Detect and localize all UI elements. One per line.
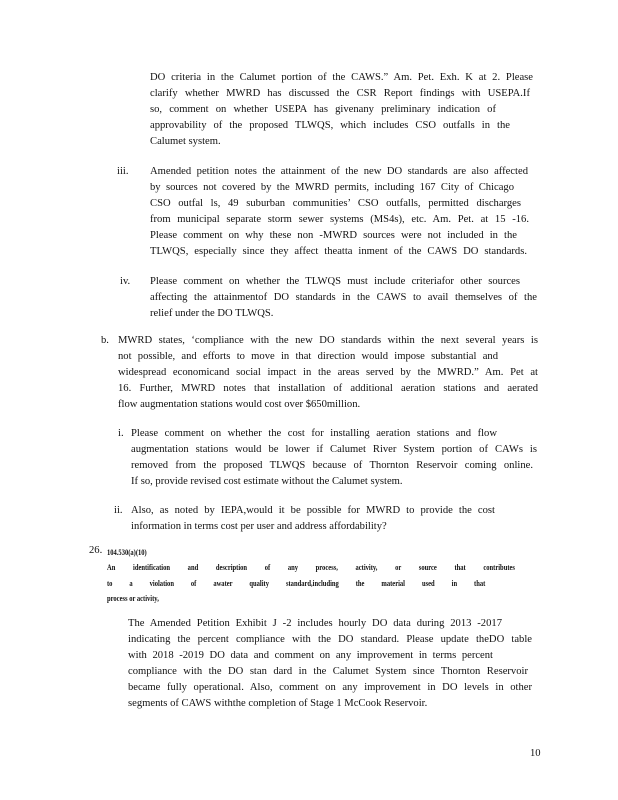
text-line: If so, provide revised cost estimate without the Calumet system. xyxy=(131,476,403,487)
section-number: 26. xyxy=(89,545,103,556)
text-line: from municipal separate storm sewer systems (MS4s), etc. Am. Pet. at 15 -16. xyxy=(150,214,529,225)
text-line: The Amended Petition Exhibit J -2 includes hourly DO data during 2013 -2017 xyxy=(128,618,502,629)
text-line: CSO outfal ls, 49 suburban communities’ CSO outfalls, permitted discharges xyxy=(150,198,521,209)
section-heading: 104.530(a)(10) xyxy=(107,548,147,557)
text-line: TLWQS, especially since they affect theatta inment of the CAWS DO standards. xyxy=(150,246,527,257)
list-marker: ii. xyxy=(114,505,123,516)
text-line: Please comment on whether the TLWQS must include criteriafor other sources xyxy=(150,276,520,287)
text-line: Please comment on why these non -MWRD sources were not included in the xyxy=(150,230,517,241)
text-line: affecting the attainmentof DO standards in the CAWS to avail themselves of the xyxy=(150,292,537,303)
text-line: so, comment on whether USEPA has givenany preliminary indication of xyxy=(150,104,496,115)
text-line: 16. Further, MWRD notes that installation of additional aeration stations and aerated xyxy=(118,383,538,394)
list-marker: i. xyxy=(118,428,124,439)
text-line: relief under the DO TLWQS. xyxy=(150,308,274,319)
text-line: clarify whether MWRD has discussed the CSR Report findings with USEPA.If xyxy=(150,88,530,99)
text-line: became fully operational. Also, comment on any improvement in DO levels in other xyxy=(128,682,532,693)
text-line: removed from the proposed TLWQS because of Thornton Reservoir coming online. xyxy=(131,460,533,471)
text-line: Calumet system. xyxy=(150,136,221,147)
text-line: DO criteria in the Calumet portion of the CAWS.” Am. Pet. Exh. K at 2. Please xyxy=(150,72,533,83)
section-heading: to a violation of awater quality standard,including the material used in that xyxy=(107,579,486,588)
text-line: approvability of the proposed TLWQS, which includes CSO outfalls in the xyxy=(150,120,510,131)
text-line: indicating the percent compliance with the DO standard. Please update theDO table xyxy=(128,634,532,645)
text-line: segments of CAWS withthe completion of Stage 1 McCook Reservoir. xyxy=(128,698,428,709)
section-heading: process or activity, xyxy=(107,594,159,603)
text-line: not possible, and efforts to move in that direction would impose substantial and xyxy=(118,351,498,362)
text-line: compliance with the DO stan dard in the Calumet System since Thornton Reservoir xyxy=(128,666,528,677)
text-line: widespread economicand social impact in the areas served by the MWRD.” Am. Pet at xyxy=(118,367,538,378)
text-line: information in terms cost per user and address affordability? xyxy=(131,521,387,532)
section-heading: An identification and description of any process, activity, or source that contributes xyxy=(107,563,515,572)
text-line: with 2018 -2019 DO data and comment on any improvement in terms percent xyxy=(128,650,493,661)
list-marker: b. xyxy=(101,335,109,346)
text-line: Please comment on whether the cost for installing aeration stations and flow xyxy=(131,428,497,439)
text-line: Also, as noted by IEPA,would it be possible for MWRD to provide the cost xyxy=(131,505,495,516)
text-line: augmentation stations would be lower if Calumet River System portion of CAWs is xyxy=(131,444,537,455)
text-line: by sources not covered by the MWRD permits, including 167 City of Chicago xyxy=(150,182,514,193)
text-line: MWRD states, ‘compliance with the new DO standards within the next several years is xyxy=(118,335,538,346)
text-line: Amended petition notes the attainment of the new DO standards are also affected xyxy=(150,166,528,177)
list-marker: iii. xyxy=(117,166,129,177)
text-line: flow augmentation stations would cost over $650million. xyxy=(118,399,361,410)
list-marker: iv. xyxy=(120,276,131,287)
page-number: 10 xyxy=(530,748,541,759)
